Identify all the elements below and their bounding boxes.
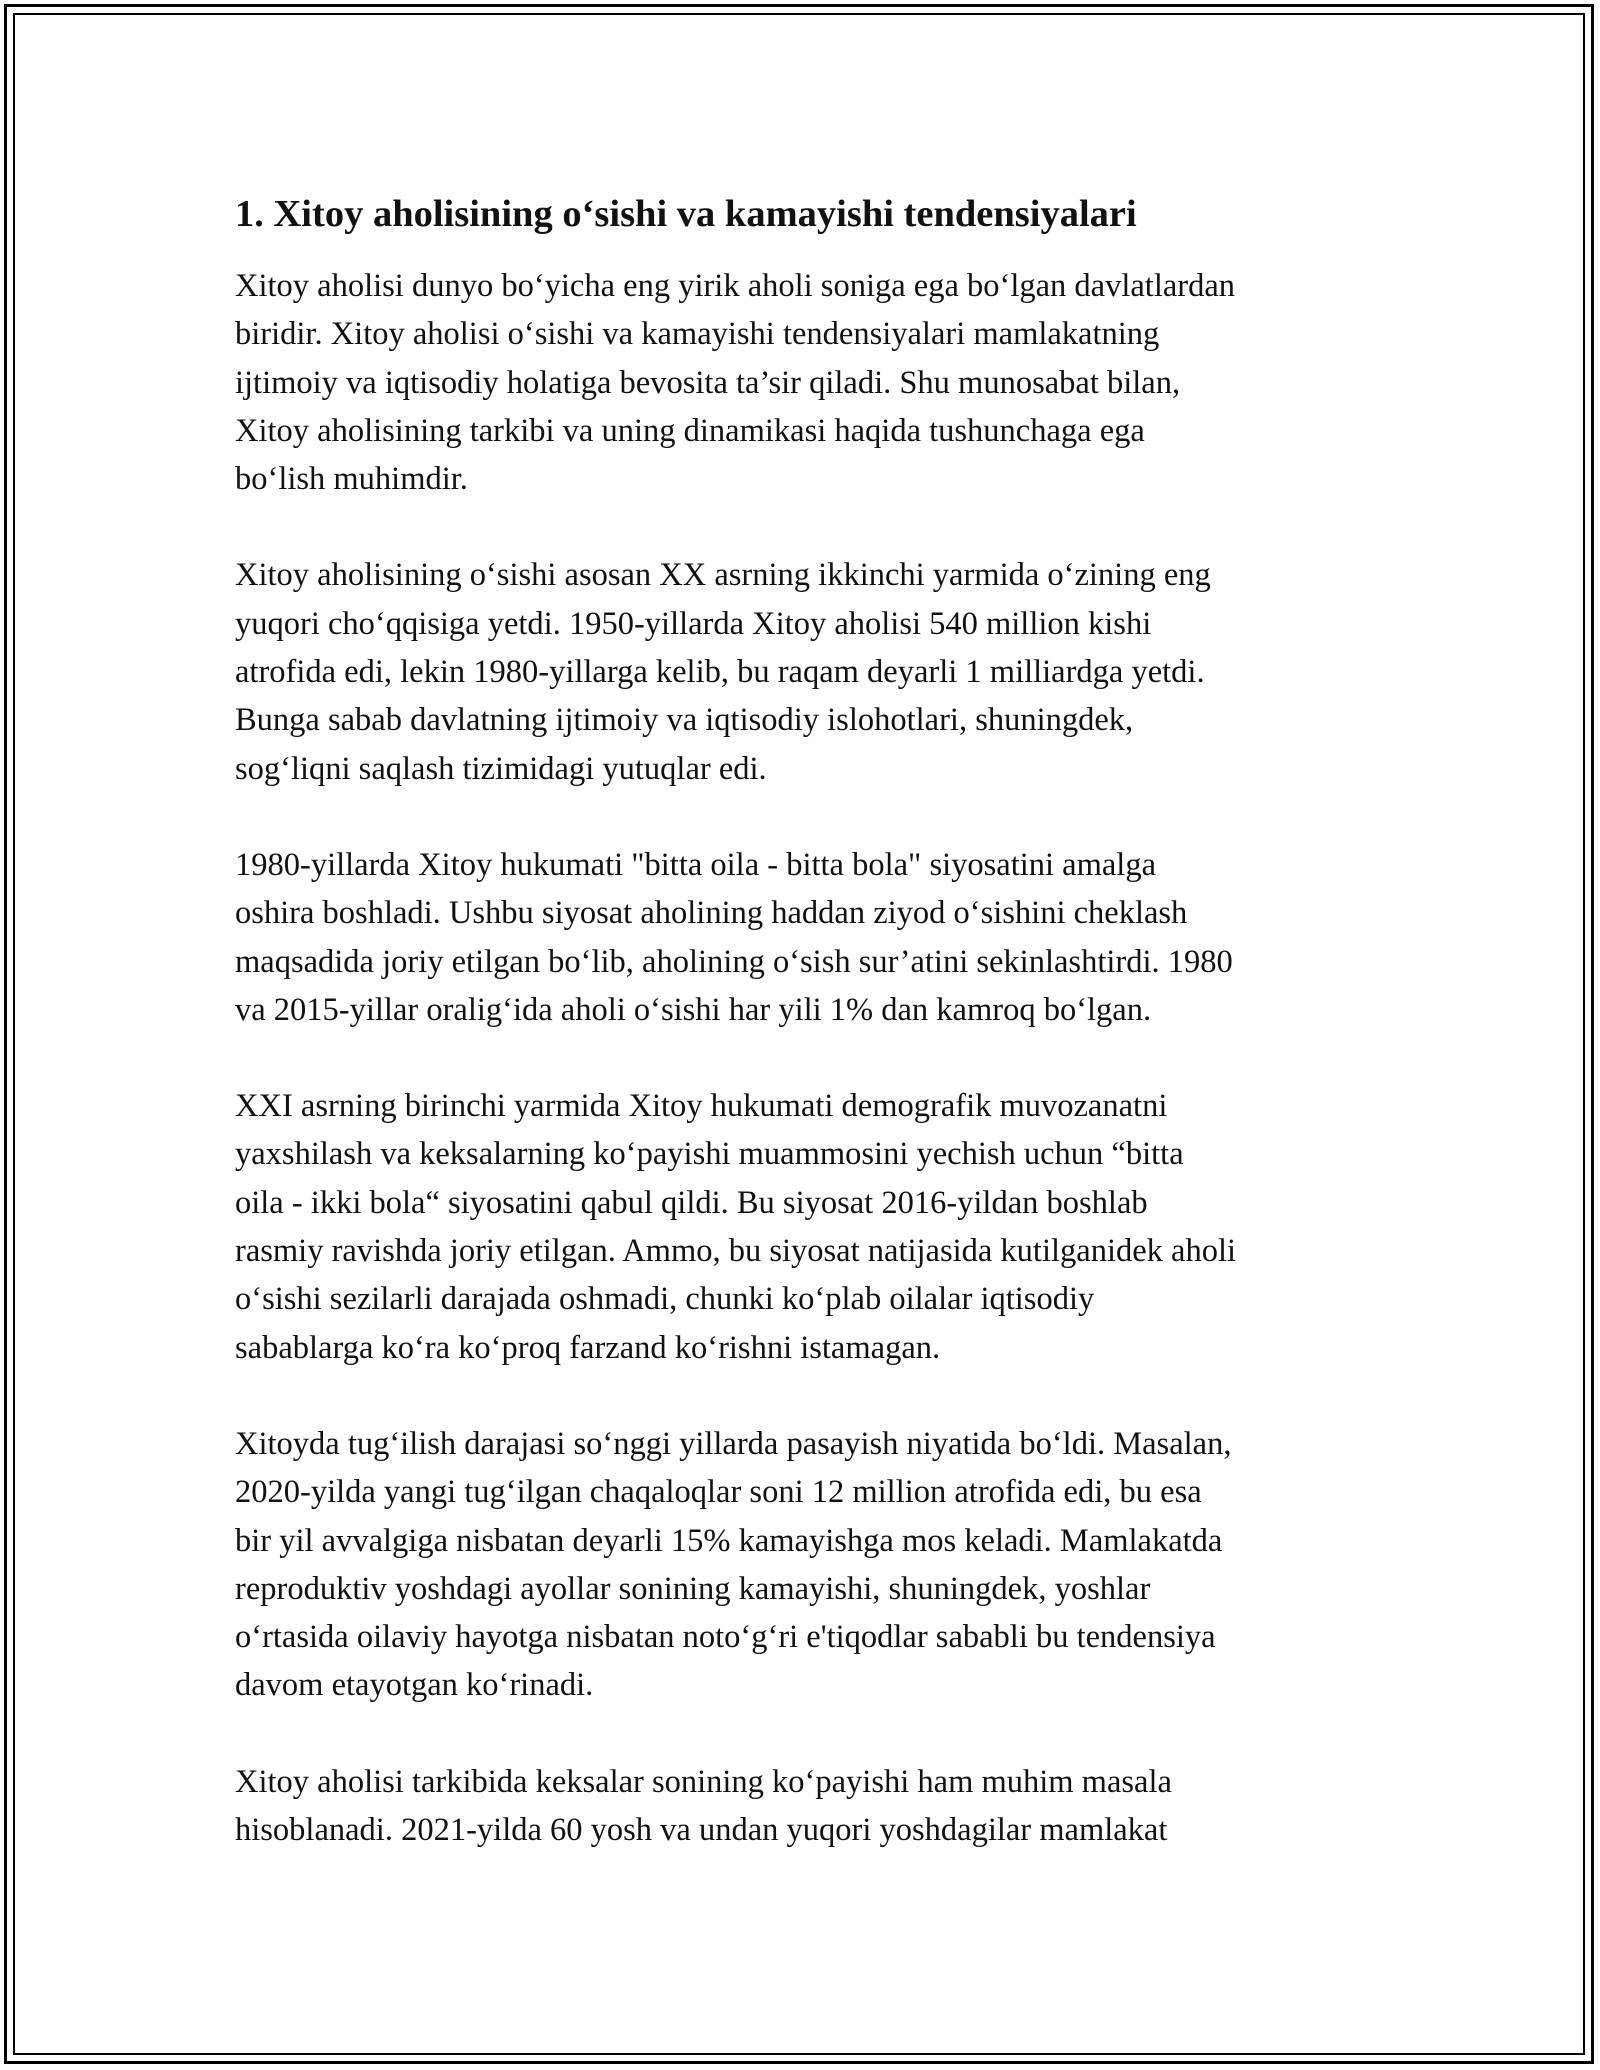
paragraph-1: Xitoy aholisi dunyo bo‘yicha eng yirik aholi soniga ega bo‘lgan davlatlardan biridir. Xitoy aholisi o‘sishi va kamayishi tendensiyalari mamlakatning ijtimoiy va iqtisodiy holatiga bevosita ta’sir qiladi. Shu munosabat bilan, Xitoy aholisining tarkibi va uning dinamikasi haqida tushunchaga ega bo‘lish muhimdir.: [235, 268, 1236, 498]
paragraph-6: Xitoy aholisi tarkibida keksalar sonining ko‘payishi ham muhim masala hisoblanadi. 2021-yilda 60 yosh va undan yuqori yoshdagilar mamlakat: [235, 1763, 1172, 1849]
paragraph-4: XXI asrning birinchi yarmida Xitoy hukumati demografik muvozanatni yaxshilash va keksalarning ko‘payishi muammosini yechish uchun “bitta oila - ikki bola“ siyosatini qabul qildi. Bu siyosat 2016-yildan boshlab rasmiy ravishda joriy etilgan. Ammo, bu siyosat natijasida kutilganidek aholi o‘sishi sezilarli darajada oshmadi, chunki ko‘plab oilalar iqtisodiy sabablarga ko‘ra ko‘proq farzand ko‘rishni istamagan.: [235, 1088, 1237, 1366]
section-heading: 1. Xitoy aholisining o‘sishi va kamayishi tendensiyalari: [235, 193, 1137, 235]
paragraph-3: 1980-yillarda Xitoy hukumati "bitta oila - bitta bola" siyosatini amalga oshira boshladi. Ushbu siyosat aholining haddan ziyod o‘sishini cheklash maqsadida joriy etilgan bo‘lib, aholining o‘sish sur’atini sekinlashtirdi. 1980 va 2015-yillar oralig‘ida aholi o‘sishi har yili 1% dan kamroq bo‘lgan.: [235, 846, 1233, 1028]
paragraph-5: Xitoyda tug‘ilish darajasi so‘nggi yillarda pasayish niyatida bo‘ldi. Masalan, 2020-yilda yangi tug‘ilgan chaqaloqlar soni 12 million atrofida edi, bu esa bir yil avvalgiga nisbatan deyarli 15% kamayishga mos keladi. Mamlakatda reproduktiv yoshdagi ayollar sonining kamayishi, shuningdek, yoshlar o‘rtasida oilaviy hayotga nisbatan noto‘g‘ri e'tiqodlar sababli bu tendensiya davom etayotgan ko‘rinadi.: [235, 1425, 1232, 1704]
document-body: [235, 186, 1375, 1902]
paragraph-2: Xitoy aholisining o‘sishi asosan XX asrning ikkinchi yarmida o‘zining eng yuqori cho‘qqisiga yetdi. 1950-yillarda Xitoy aholisi 540 million kishi atrofida edi, lekin 1980-yillarga kelib, bu raqam deyarli 1 milliardga yetdi. Bunga sabab davlatning ijtimoiy va iqtisodiy islohotlari, shuningdek, sog‘liqni saqlash tizimidagi yutuqlar edi.: [235, 557, 1211, 787]
